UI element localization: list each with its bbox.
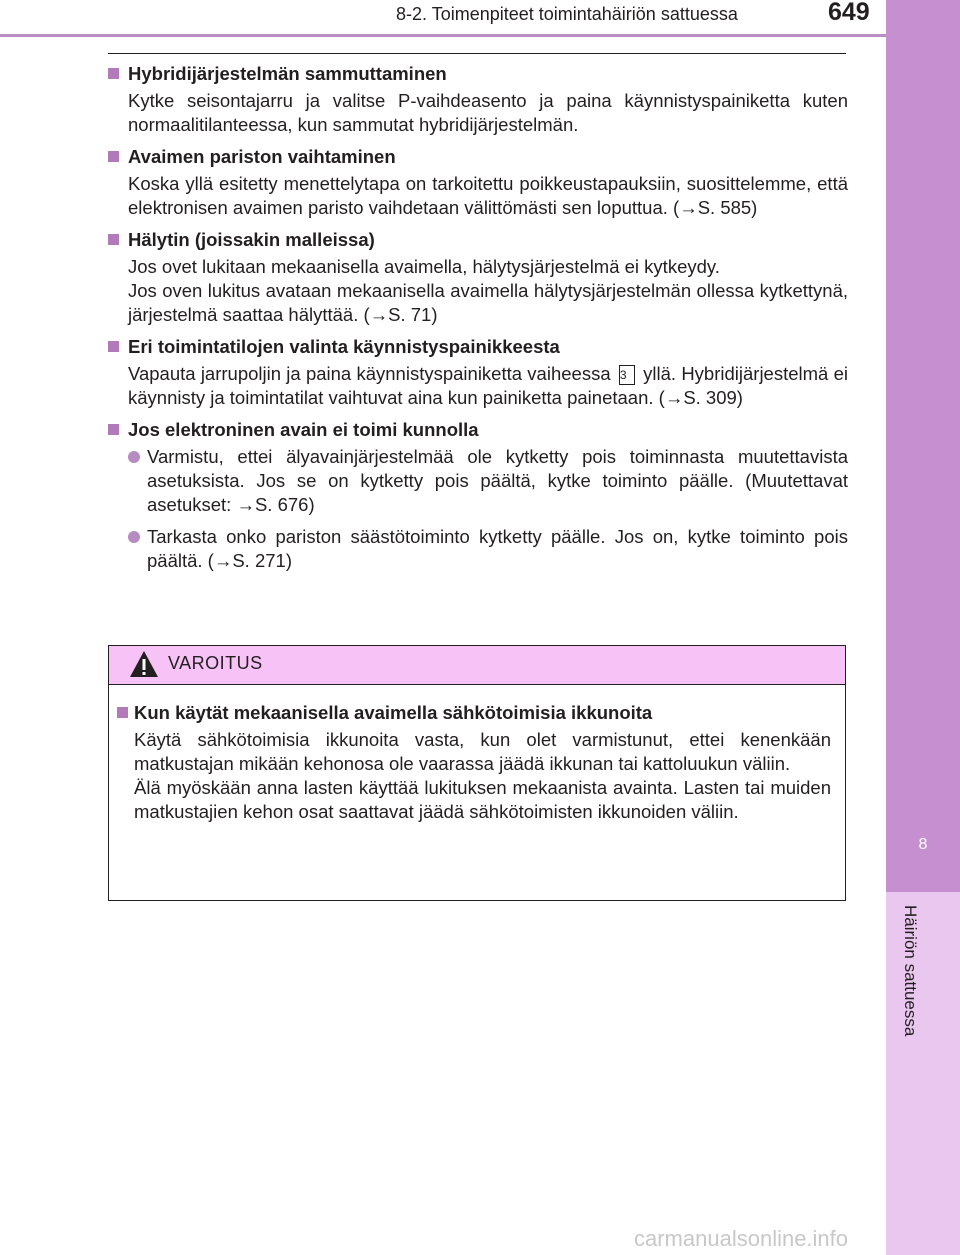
page-header xyxy=(0,0,886,37)
square-bullet-icon xyxy=(108,68,119,79)
chapter-label: Häiriön sattuessa xyxy=(901,905,920,1037)
section-heading: Jos elektroninen avain ei toimi kunnolla xyxy=(108,418,848,442)
watermark: carmanualsonline.info xyxy=(634,1226,849,1251)
step-number-badge: 3 xyxy=(619,365,635,385)
section-heading: Hälytin (joissakin malleissa) xyxy=(108,228,848,252)
warning-text: Käytä sähkötoimisia ikkunoita vasta, kun olet varmistunut, ettei kenenkään matkustajan mikään kehonosa ole vaarassa jäädä ikkunan tai kattoluukun väliin. Älä myöskään anna lasten käyttää lukituksen mekaanista avainta. Lasten tai muiden matkustajien kehon osat saattavat jäädä sähkötoimisten ikkunoiden väliin. xyxy=(134,729,831,822)
round-bullet-icon xyxy=(128,451,140,463)
page-number: 649 xyxy=(828,0,870,26)
section-text: Koska yllä esitetty menettelytapa on tarkoitettu poikkeustapauksiin, suosittelemme, että elektronisen avaimen paristo vaihdetaan välittömästi sen loputtua. (→S. 585) xyxy=(128,173,848,218)
round-bullet-icon xyxy=(128,531,140,543)
section-heading: Hybridijärjestelmän sammuttaminen xyxy=(108,62,848,86)
section-title: 8-2. Toimenpiteet toimintahäiriön sattuessa xyxy=(396,4,738,24)
square-bullet-icon xyxy=(108,341,119,352)
warning-box xyxy=(108,645,846,901)
section-text: Kytke seisontajarru ja valitse P-vaihdeasento ja paina käynnistyspainiketta kuten normaalitilanteessa, kun sammutat hybridijärjestelmän. xyxy=(128,90,848,135)
section-heading: Avaimen pariston vaihtaminen xyxy=(108,145,848,169)
bullet-item: Tarkasta onko pariston säästötoiminto kytketty päälle. Jos on, kytke toiminto pois päältä. (→S. 271) xyxy=(128,525,848,573)
warning-triangle-icon xyxy=(129,650,159,678)
warning-body xyxy=(109,685,845,824)
chapter-number: 8 xyxy=(918,836,928,853)
bullet-item: Varmistu, ettei älyavainjärjestelmää ole kytketty pois toiminnasta muutettavista asetuksista. Jos se on kytketty pois päältä, kytke toiminto päälle. (Muutettavat asetukset: →S. 676) xyxy=(128,445,848,517)
square-bullet-icon xyxy=(108,234,119,245)
square-bullet-icon xyxy=(117,707,128,718)
square-bullet-icon xyxy=(108,151,119,162)
warning-heading: Kun käytät mekaanisella avaimella sähkötoimisia ikkunoita xyxy=(117,701,831,725)
top-rule xyxy=(108,53,846,54)
main-content xyxy=(108,62,848,581)
square-bullet-icon xyxy=(108,424,119,435)
section-text: Jos ovet lukitaan mekaanisella avaimella, hälytysjärjestelmä ei kytkeydy. Jos oven lukitus avataan mekaanisella avaimella hälytysjärjestelmän ollessa kytkettynä, järjestelmä saattaa hälyttää. (→S. 71) xyxy=(128,256,848,325)
section-heading: Eri toimintatilojen valinta käynnistyspainikkeesta xyxy=(108,335,848,359)
warning-title: VAROITUS xyxy=(168,653,263,673)
section-text: Vapauta jarrupoljin ja paina käynnistyspainiketta vaiheessa 3 yllä. Hybridijärjestelmä ei käynnisty ja toimintatilat vaihtuvat aina kun painiketta painetaan. (→S. 309) xyxy=(128,363,848,408)
warning-header xyxy=(109,646,845,685)
